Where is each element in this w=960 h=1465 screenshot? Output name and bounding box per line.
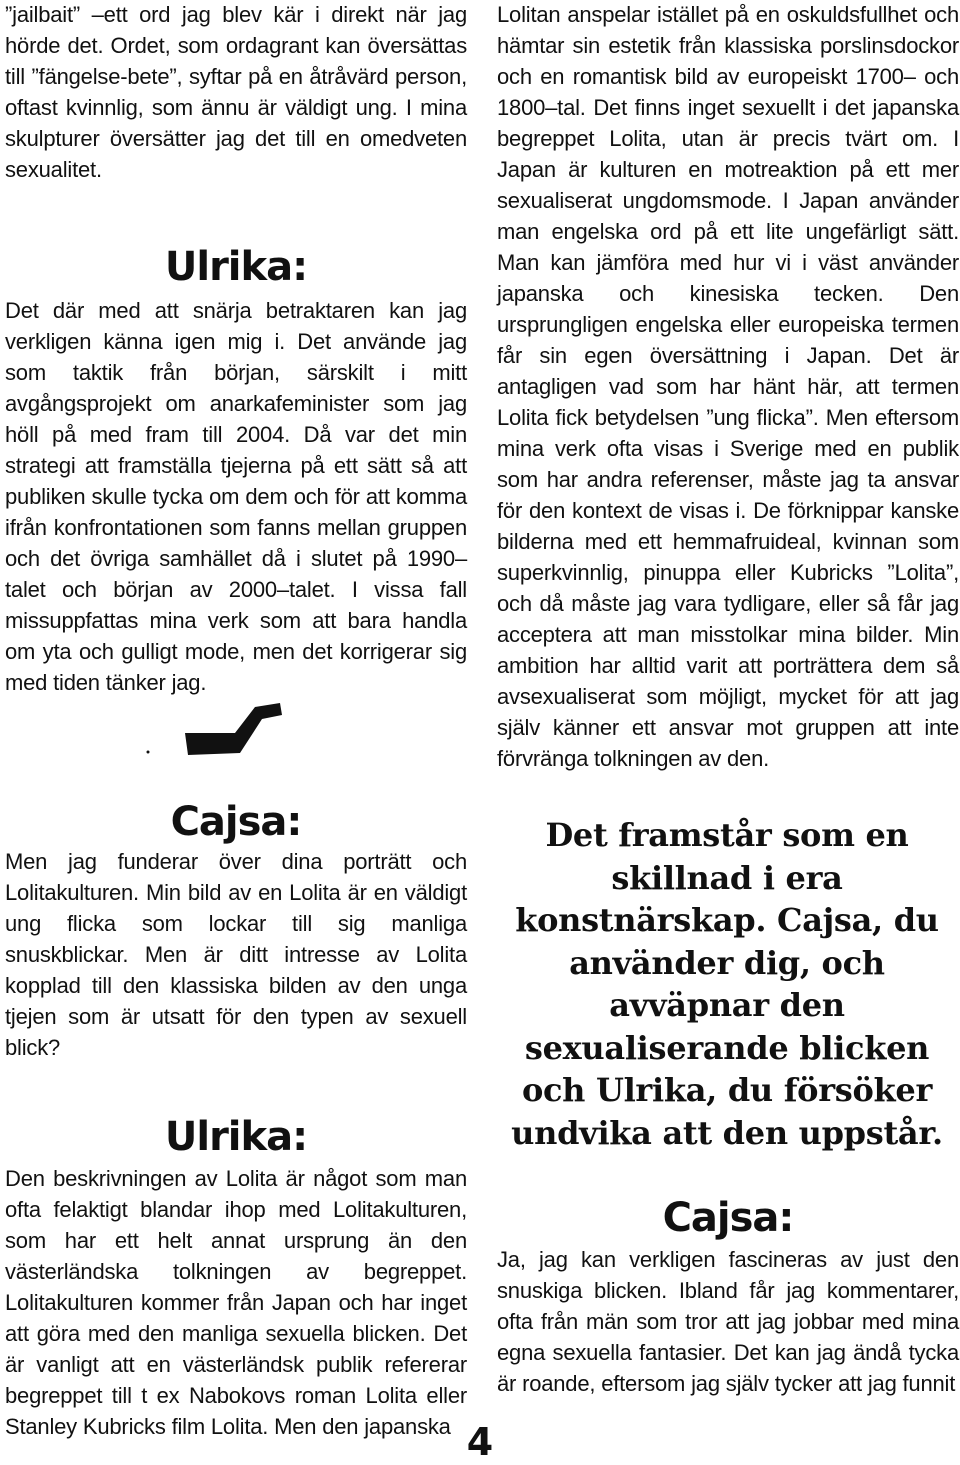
answer-paragraph-cajsa: Ja, jag kan verkligen fascineras av just den snuskiga blicken. Ibland får jag kommentarer, ofta från män som tror att jag jobbar med mina egna sexuella fantasier. Det kan jag ändå tycka är roande, eftersom jag själv tycker att jag funnit — [497, 1247, 959, 1396]
page-number: 4 — [466, 1420, 494, 1464]
intro-paragraph: ”jailbait” –ett ord jag blev kär i direkt när jag hörde det. Ordet, som ordagrant kan översättas till ”fängelse-bete”, syftar på en åtråvärd person, oftast kvinnlig, som ännu är väldigt ung. I mina skulpturer översätter jag det till en omedveten sexualitet. — [5, 2, 467, 182]
right-column — [497, 0, 959, 774]
continued-paragraph: Lolitan anspelar istället på en oskuldsfullhet och hämtar sin estetik från klassiska porslinsdockor och en romantisk bild av europeiskt 1700– och 1800–tal. Det finns inget sexuellt i det japanska begreppet Lolita, utan är precis tvärt om. I Japan är kulturen en motreaktion på ett mer sexualiserat ungdomsmode. I Japan använder man engelska ord på ett lite ungefärligt sätt. Man kan jämföra med hur vi i väst använder japanska och kinesiska tecken. Den ursprungligen engelska eller europeiska termen får sin egen översättning i Japan. Det är antagligen vad som har hänt här, att termen Lolita fick betydelsen ”ung flicka”. Men eftersom mina verk ofta visas i Sverige med en publik som har andra referenser, måste jag ta ansvar för den kontext de visas i. De förknippar kanske bilderna med ett hemmafruideal, kvinnan som superkvinnlig, pinuppa eller Kubricks ”Lolita”, och då måste jag vara tydligare, eller så får jag acceptera att man misstolkar mina bilder. Min ambition har alltid varit att porträttera dem så avsexualiserat som möjligt, mycket för att jag själv känner ett ansvar mot gruppen att inte förvränga tolkningen av den. — [497, 2, 959, 771]
speaker-heading-cajsa: Cajsa: — [662, 1195, 794, 1241]
speaker-heading-ulrika: Ulrika: — [164, 1114, 308, 1160]
question-paragraph-cajsa: Men jag funderar över dina porträtt och Lolitakulturen. Min bild av en Lolita är en väldigt ung flicka som lockar till sig manliga snuskblickar. Men är ditt intresse av Lolita kopplad till den klassiska bilden av den unga tjejen som är utsatt för den typen av sexuell blick? — [5, 849, 467, 1060]
decorative-brush-mark — [140, 695, 300, 765]
answer-paragraph-ulrika: Det där med att snärja betraktaren kan jag verkligen känna igen mig i. Det använde jag som taktik från början, särskilt i mitt avgångsprojekt om anarkafeminister som jag höll på med fram till 2004. Då var det min strategi att framställa tjejerna på ett sätt så att publiken skulle tycka om dem och för att komma ifrån konfrontationen som fanns mellan gruppen och det övriga samhället då i slutet på 1990–talet och början av 2000–talet. I vissa fall missuppfattas mina verk som att bara handla om yta och gulligt mode, men det korrigerar sig med tiden tänker jag. — [5, 298, 467, 695]
speaker-heading-ulrika: Ulrika: — [164, 244, 308, 290]
answer-paragraph-ulrika: Den beskrivningen av Lolita är något som man ofta felaktigt blandar ihop med Lolitakulturen, som har ett helt annat ursprung än den västerländska tolkningen av begreppet. Lolitakulturen kommer från Japan och har inget att göra med den manliga sexuella blicken. Det är vanligt att en västerländsk publik refererar begreppet till t ex Nabokovs roman Lolita eller Stanley Kubricks film Lolita. Men den japanska — [5, 1166, 467, 1439]
pull-quote: Det framstår som en skillnad i era konstnärskap. Cajsa, du använder dig, och avväpnar den sexualiserande blicken och Ulrika, du försöker undvika att den uppstår. — [511, 816, 943, 1152]
speaker-heading-cajsa: Cajsa: — [170, 799, 302, 845]
right-column-bottom — [497, 1196, 959, 1399]
